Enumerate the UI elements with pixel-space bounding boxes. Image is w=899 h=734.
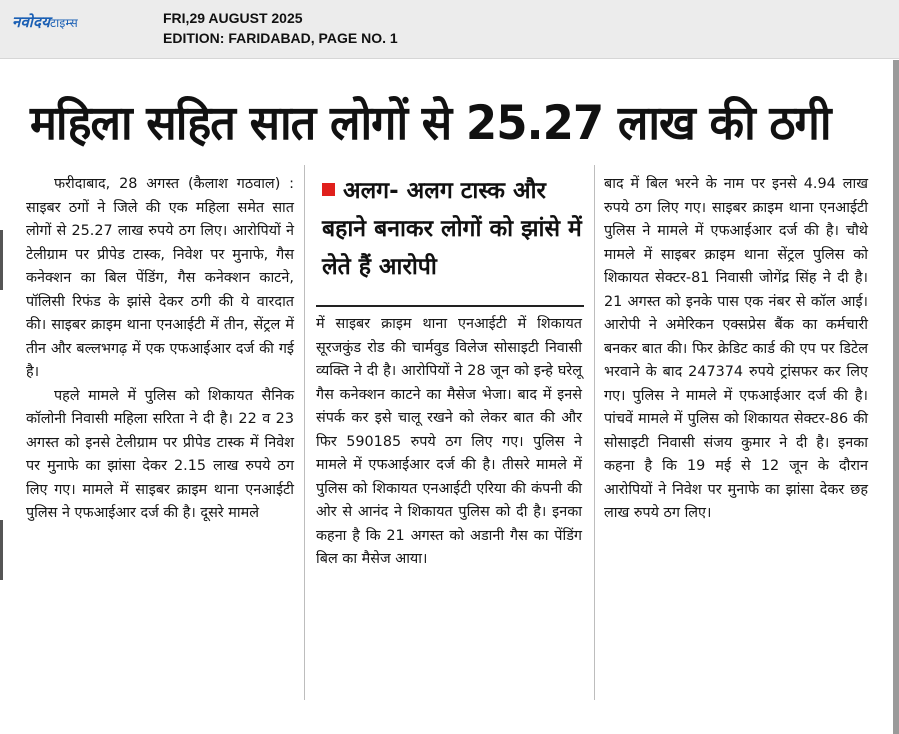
subheadline-text: अलग- अलग टास्क और बहाने बनाकर लोगों को झांसे में लेते हैं आरोपी [322,178,582,280]
article-headline: महिला सहित सात लोगों से 25.27 लाख की ठगी [30,95,831,151]
fold-mark [0,230,3,290]
newspaper-logo [12,12,78,32]
masthead-bar [0,0,899,59]
issue-date: FRI,29 AUGUST 2025 [163,10,303,26]
logo-part-1: नवोदय [12,13,51,31]
article-subheadline [322,172,584,286]
column-divider [304,165,305,700]
subheadline-rule [316,305,584,307]
column-divider [594,165,595,700]
edition-page: EDITION: FARIDABAD, PAGE NO. 1 [163,30,398,46]
article-column-2 [316,313,582,572]
article-column-3 [604,173,868,526]
scrollbar-edge [893,60,899,734]
fold-mark [0,520,3,580]
logo-part-2: टाइम्स [50,16,78,30]
article-column-1 [26,173,294,526]
paragraph: में साइबर क्राइम थाना एनआईटी में शिकायत सूरजकुंड रोड की चार्मवुड विलेज सोसाइटी निवासी व्यक्ति ने दी है। आरोपियों ने 28 जून को इन्हे घरेलू गैस कनेक्शन काटने का मैसेज भेजा। बाद में इनसे संपर्क कर इसे चालू रखने को लेकर बात की और फिर 590185 रुपये ठग लिए गए। पुलिस ने मामले में एफआईआर दर्ज की है। तीसरे मामले में पुलिस को शिकायत एनआईटी एरिया की कंपनी की ओर से आनंद ने शिकायत पुलिस को दी है। इनका कहना है कि 21 अगस्त को अडानी गैस का पेंडिंग बिल का मैसेज आया। [316,316,582,567]
edition-info [163,8,398,48]
paragraph: बाद में बिल भरने के नाम पर इनसे 4.94 लाख रुपये ठग लिए गए। साइबर क्राइम थाना एनआईटी पुलिस ने मामले में एफआईआर दर्ज की है। चौथे मामले में साइबर क्राइम थाना सेंट्रल पुलिस को शिकायत सेक्टर-81 निवासी जोगेंद्र सिंह ने दी है। 21 अगस्त को इनके पास एक नंबर से कॉल आई। आरोपी ने अमेरिकन एक्सप्रेस बैंक का कर्मचारी बनकर बात की। फिर क्रेडिट कार्ड की एप पर डिटेल भरवाने के बाद 247374 रुपये ट्रांसफर कर लिए गए। पुलिस ने मामले में एफआईआर दर्ज की है। पांचवें मामले में पुलिस को शिकायत सेक्टर-86 की सोसाइटी निवासी संजय कुमार ने दी है। इनका कहना है कि 19 मई से 12 जून के दौरान आरोपियों ने निवेश पर मुनाफे का झांसा देकर छह लाख रुपये ठग लिए। [604,176,868,521]
paragraph: फरीदाबाद, 28 अगस्त (कैलाश गठवाल) : साइबर ठगों ने जिले की एक महिला समेत सात लोगों से 25.27 लाख रुपये ठग लिए। आरोपियों ने टेलीग्राम पर प्रीपेड टास्क, निवेश पर मुनाफे, गैस कनेक्शन का बिल पेंडिंग, गैस कनेक्शन काटने, पॉलिसी रिफंड के झांसे देकर ठगी की ये वारदात की। साइबर क्राइम थाना एनआईटी में तीन, सेंट्रल में तीन और बल्लभगढ़ में एक एफआईआर दर्ज की गई है। [26,176,294,380]
paragraph: पहले मामले में पुलिस को शिकायत सैनिक कॉलोनी निवासी महिला सरिता ने दी है। 22 व 23 अगस्त को इनसे टेलीग्राम पर प्रीपेड टास्क में निवेश पर मुनाफे का झांसा देकर 2.15 लाख रुपये ठग लिए गए। मामले में साइबर क्राइम थाना एनआईटी पुलिस ने एफआईआर दर्ज की है। दूसरे मामले [26,387,294,521]
red-square-bullet-icon [322,183,335,196]
